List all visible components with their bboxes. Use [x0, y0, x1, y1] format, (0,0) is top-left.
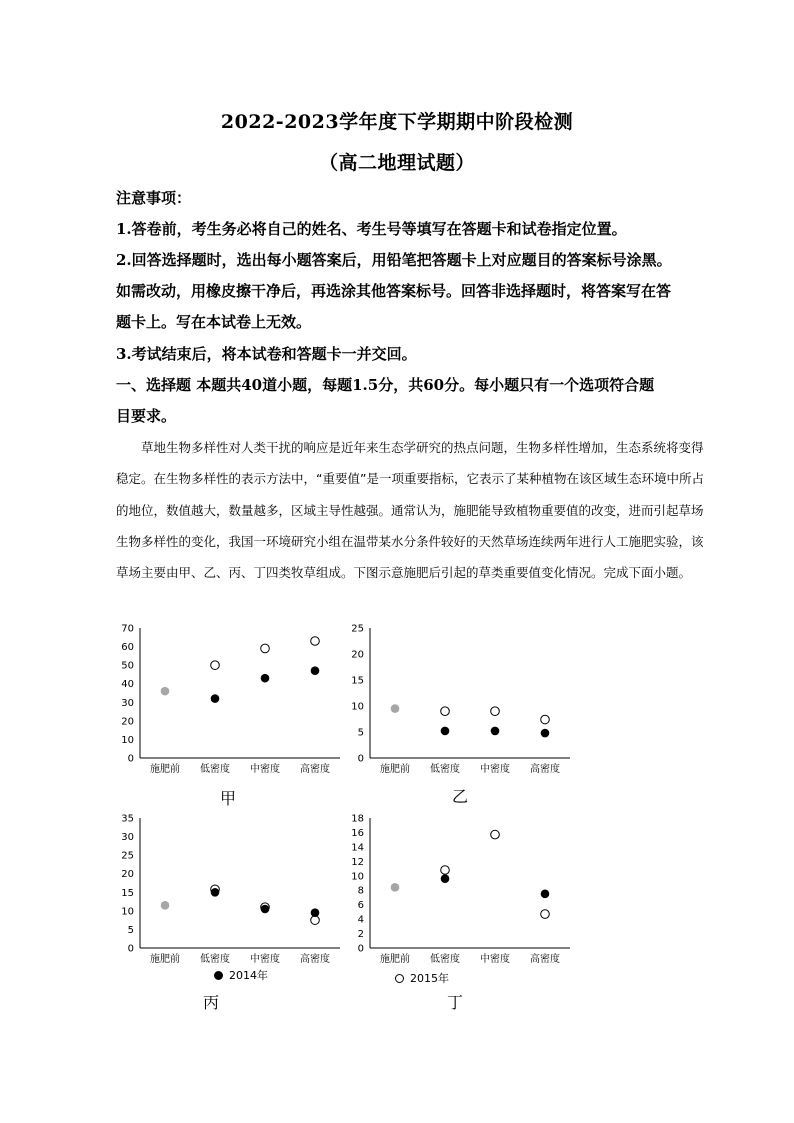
caption-yi: 乙	[452, 787, 469, 806]
y-tick-label: 25	[351, 623, 364, 635]
y-tick-label: 0	[127, 943, 134, 955]
y-tick-label: 30	[121, 832, 134, 844]
y-tick-label: 10	[121, 906, 134, 918]
chart-yi	[342, 622, 574, 778]
y-tick-label: 20	[351, 649, 364, 661]
legend-2014-label: 2014年	[229, 969, 268, 982]
y-tick-label: 6	[357, 900, 364, 912]
x-tick-label: 施肥前	[150, 764, 180, 775]
x-tick-label: 低密度	[200, 764, 230, 775]
x-tick-label: 施肥前	[150, 954, 180, 965]
y-tick-label: 35	[121, 813, 134, 825]
point-2015	[211, 661, 220, 670]
caption-jia: 甲	[220, 789, 237, 808]
hollow-dot-icon	[395, 974, 404, 983]
chart-bing	[112, 812, 344, 968]
y-tick-label: 40	[121, 679, 134, 691]
point-2015	[491, 830, 500, 839]
x-tick-label: 低密度	[430, 764, 460, 775]
y-tick-label: 70	[121, 623, 134, 635]
x-tick-label: 中密度	[480, 764, 510, 775]
y-tick-label: 0	[357, 943, 364, 955]
notice-item-2-cont: 如需改动，用橡皮擦干净后，再选涂其他答案标号。回答非选择题时，将答案写在答	[116, 282, 672, 300]
x-tick-label: 高密度	[300, 764, 330, 775]
y-tick-label: 2	[357, 929, 364, 941]
y-tick-label: 10	[351, 871, 364, 883]
point-2015	[311, 916, 320, 925]
x-tick-label: 中密度	[250, 954, 280, 965]
y-tick-label: 8	[357, 885, 364, 897]
caption-ding: 丁	[447, 993, 464, 1012]
x-tick-label: 低密度	[200, 954, 230, 965]
y-tick-label: 5	[357, 727, 364, 739]
legend-2015-label: 2015年	[410, 972, 449, 985]
exam-title: 2022-2023学年度下学期期中阶段检测	[220, 111, 574, 133]
y-tick-label: 10	[121, 734, 134, 746]
y-tick-label: 0	[357, 753, 364, 765]
y-tick-label: 60	[121, 642, 134, 654]
x-tick-label: 施肥前	[380, 764, 410, 775]
point-2014	[441, 874, 450, 883]
notice-item-2-end: 题卡上。写在本试卷上无效。	[116, 313, 312, 331]
point-2014	[261, 674, 270, 683]
exam-subtitle: （高二地理试题）	[318, 152, 475, 174]
point-2014	[211, 694, 220, 703]
point-2015	[541, 715, 550, 724]
point-2015	[441, 866, 450, 875]
notice-item-3: 3.考试结束后，将本试卷和答题卡一并交回。	[116, 345, 417, 363]
point-2014	[541, 890, 550, 899]
notice-item-2: 2.回答选择题时，选出每小题答案后，用铅笔把答题卡上对应题目的答案标号涂黑。	[116, 251, 672, 269]
point-2015	[541, 910, 550, 919]
point-2015	[311, 637, 320, 646]
legend-2014	[214, 967, 268, 983]
chart-jia	[112, 622, 344, 778]
filled-dot-icon	[214, 971, 223, 980]
y-tick-label: 14	[351, 842, 364, 854]
point-2014	[311, 908, 320, 917]
x-tick-label: 高密度	[530, 954, 560, 965]
y-tick-label: 20	[121, 869, 134, 881]
y-tick-label: 10	[351, 701, 364, 713]
section-heading-cont: 目要求。	[116, 407, 177, 425]
section-heading: 一、选择题 本题共40道小题，每题1.5分，共60分。每小题只有一个选项符合题	[116, 376, 655, 394]
point-2014	[211, 888, 220, 897]
y-tick-label: 0	[127, 753, 134, 765]
point-before	[391, 883, 400, 892]
point-2014	[441, 727, 450, 736]
notice-item-1: 1.答卷前，考生务必将自己的姓名、考生号等填写在答题卡和试卷指定位置。	[116, 220, 627, 238]
reading-passage: 草地生物多样性对人类干扰的响应是近年来生态学研究的热点问题，生物多样性增加，生态系统将变得稳定。在生物多样性的表示方法中，“重要值”是一项重要指标，它表示了某种植物在该区域生态环境中所占的地位，数值越大，数量越多，区域主导性越强。通常认为，施肥能导致植物重要值的改变，进而引起草场生物多样性的变化，我国一环境研究小组在温带某水分条件较好的天然草场连续两年进行人工施肥实验，该草场主要由甲、乙、丙、丁四类牧草组成。下图示意施肥后引起的草类重要值变化情况。完成下面小题。	[116, 440, 704, 581]
x-tick-label: 施肥前	[380, 954, 410, 965]
chart-ding	[342, 812, 574, 968]
y-tick-label: 4	[357, 914, 364, 926]
y-tick-label: 18	[351, 813, 364, 825]
point-2014	[261, 905, 270, 914]
x-tick-label: 中密度	[480, 954, 510, 965]
point-before	[161, 687, 170, 696]
point-before	[391, 704, 400, 713]
point-2015	[261, 644, 270, 653]
x-tick-label: 高密度	[300, 954, 330, 965]
point-2015	[441, 707, 450, 716]
x-tick-label: 高密度	[530, 764, 560, 775]
point-2014	[311, 666, 320, 675]
legend-2015	[395, 970, 449, 986]
y-tick-label: 50	[121, 660, 134, 672]
y-tick-label: 16	[351, 827, 364, 839]
notice-heading: 注意事项：	[116, 189, 192, 207]
y-tick-label: 15	[351, 675, 364, 687]
y-tick-label: 5	[127, 924, 134, 936]
x-tick-label: 低密度	[430, 954, 460, 965]
point-2014	[491, 727, 500, 736]
x-tick-label: 中密度	[250, 764, 280, 775]
y-tick-label: 12	[351, 856, 364, 868]
point-before	[161, 901, 170, 910]
y-tick-label: 30	[121, 697, 134, 709]
point-2015	[491, 707, 500, 716]
point-2014	[541, 729, 550, 738]
y-tick-label: 25	[121, 850, 134, 862]
y-tick-label: 20	[121, 716, 134, 728]
caption-bing: 丙	[203, 993, 220, 1012]
y-tick-label: 15	[121, 887, 134, 899]
